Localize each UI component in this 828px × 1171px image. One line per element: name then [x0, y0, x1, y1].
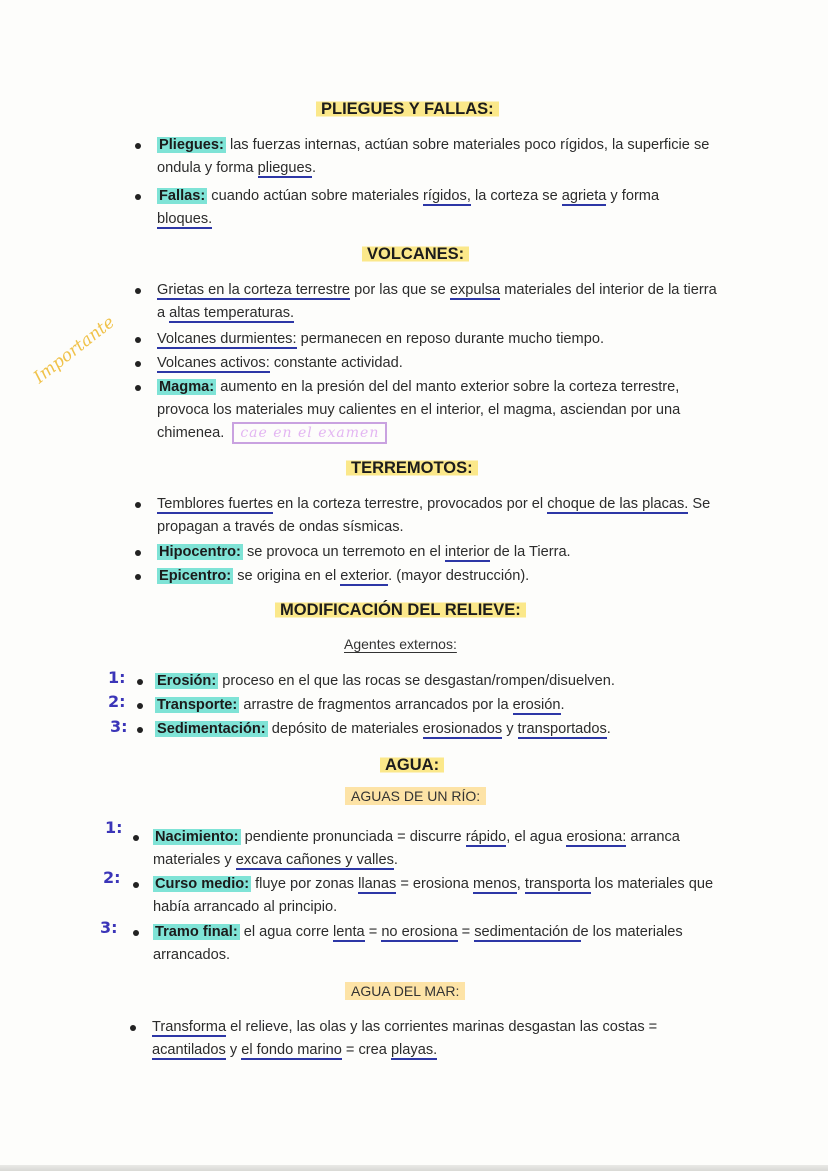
term: Tramo final:: [155, 924, 238, 940]
bullet-dot: [135, 361, 141, 367]
underlined-text: erosión: [512, 697, 561, 713]
text: depósito de materiales: [267, 721, 423, 737]
list-item: [157, 279, 717, 325]
underlined-text: interior: [444, 544, 490, 560]
underlined-text: pliegues: [257, 160, 312, 176]
list-item: [155, 670, 725, 693]
bullet-dot: [135, 288, 141, 294]
underlined-text: Grietas en la corteza terrestre: [157, 282, 351, 298]
text: proceso en el que las rocas se desgastan/rompen/disuelven.: [218, 673, 615, 689]
underlined-text: exterior: [340, 568, 389, 584]
bullet-dot: [135, 337, 141, 343]
term: Sedimentación:: [157, 721, 266, 737]
section-title-volcanes: VOLCANES:: [362, 245, 469, 264]
underlined-text: el fondo marino: [241, 1042, 342, 1058]
underlined-text: transportados: [517, 721, 607, 737]
section-title-relieve: MODIFICACIÓN DEL RELIEVE:: [275, 601, 526, 620]
text: , el agua: [506, 829, 567, 845]
bullet-dot: [133, 882, 139, 888]
item-number: 2:: [108, 692, 126, 711]
term: Fallas:: [159, 188, 206, 204]
list-item: [153, 826, 723, 872]
underlined-text: llanas: [358, 876, 397, 892]
text: .: [311, 160, 317, 176]
list-item: [157, 185, 717, 231]
text: fluye por zonas: [251, 876, 359, 892]
bullet-dot: [137, 703, 143, 709]
term: Magma:: [159, 379, 215, 395]
term: Pliegues:: [159, 137, 224, 153]
underlined-text: playas.: [390, 1042, 438, 1058]
bullet-dot: [135, 143, 141, 149]
text: y: [225, 1042, 242, 1058]
underlined-text: altas temperaturas.: [169, 305, 295, 321]
text: se provoca un terremoto en el: [242, 544, 445, 560]
text: el agua corre: [239, 924, 334, 940]
bullet-dot: [137, 679, 143, 685]
underlined-text: expulsa: [449, 282, 501, 298]
text: se origina en el: [233, 568, 341, 584]
list-item: [155, 718, 725, 741]
section-title-agua: AGUA:: [380, 756, 444, 775]
item-number: 2:: [103, 868, 121, 887]
text: ,: [516, 876, 525, 892]
list-item: [155, 694, 725, 717]
text: permanecen en reposo durante mucho tiempo.: [296, 331, 604, 347]
text: y forma: [606, 188, 660, 204]
margin-note-importante: Importante: [30, 312, 119, 388]
underlined-text: erosiona:: [566, 829, 627, 845]
text: .: [393, 852, 398, 868]
bullet-dot: [135, 194, 141, 200]
subtitle-rio: AGUAS DE UN RÍO:: [345, 788, 486, 804]
bullet-dot: [135, 502, 141, 508]
text: = crea: [341, 1042, 391, 1058]
text: por las que se: [350, 282, 450, 298]
list-item: [153, 873, 723, 919]
text: constante actividad.: [269, 355, 403, 371]
underlined-text: excava cañones y valles: [235, 852, 394, 868]
underlined-text: rígidos,: [423, 188, 471, 204]
text: los materiales que había arrancado al principio.: [153, 876, 714, 915]
bullet-dot: [135, 550, 141, 556]
section-title-pliegues: PLIEGUES Y FALLAS:: [316, 100, 499, 119]
subtitle-agentes: Agentes externos:: [344, 636, 457, 652]
handwritten-note: cae en el examen: [232, 422, 387, 444]
term: Nacimiento:: [155, 829, 239, 845]
text: .: [606, 721, 611, 737]
bullet-dot: [135, 574, 141, 580]
text: pendiente pronunciada = discurre: [240, 829, 466, 845]
subtitle-mar: AGUA DEL MAR:: [345, 983, 465, 999]
underlined-text: transporta: [524, 876, 591, 892]
underlined-text: Transforma: [152, 1019, 227, 1035]
underlined-text: choque de las placas.: [547, 496, 689, 512]
text: . (mayor destrucción).: [388, 568, 530, 584]
term: Epicentro:: [159, 568, 232, 584]
list-item: [157, 565, 717, 588]
page-edge: [0, 1165, 828, 1171]
text: de la Tierra.: [489, 544, 571, 560]
text: arranca materiales y: [153, 829, 680, 868]
text: el relieve, las olas y las corrientes marinas desgastan las costas =: [226, 1019, 658, 1035]
bullet-dot: [133, 835, 139, 841]
text: las fuerzas internas, actúan sobre materiales poco rígidos, la superficie se ondula y forma: [157, 137, 710, 176]
list-item: [152, 1016, 712, 1062]
term: Erosión:: [157, 673, 217, 689]
bullet-dot: [137, 727, 143, 733]
text: y: [502, 721, 518, 737]
underlined-text: Temblores fuertes: [157, 496, 273, 512]
text: arrastre de fragmentos arrancados por la: [239, 697, 513, 713]
list-item: [157, 134, 717, 180]
text: cuando actúan sobre materiales: [207, 188, 424, 204]
bullet-dot: [130, 1025, 136, 1031]
list-item: [157, 376, 717, 445]
section-title-terremotos: TERREMOTOS:: [346, 459, 478, 478]
text: e los materiales arrancados.: [153, 924, 683, 963]
item-number: 3:: [100, 918, 118, 937]
item-number: 3:: [110, 717, 128, 736]
bullet-dot: [133, 930, 139, 936]
underlined-text: no erosiona: [381, 924, 458, 940]
text: = erosiona: [396, 876, 473, 892]
list-item: [157, 493, 722, 539]
item-number: 1:: [105, 818, 123, 837]
text: =: [457, 924, 475, 940]
text: en la corteza terrestre, provocados por el: [273, 496, 548, 512]
term: Curso medio:: [155, 876, 250, 892]
underlined-text: Volcanes durmientes:: [157, 331, 297, 347]
text: Se propagan a través de ondas sísmicas.: [157, 496, 711, 535]
underlined-text: acantilados: [152, 1042, 226, 1058]
underlined-text: lenta: [333, 924, 365, 940]
term: Hipocentro:: [159, 544, 241, 560]
underlined-text: agrieta: [561, 188, 607, 204]
underlined-text: rápido: [465, 829, 507, 845]
underlined-text: menos: [472, 876, 517, 892]
list-item: [153, 921, 723, 967]
list-item: [157, 352, 717, 375]
text: materiales del interior de la tierra a: [157, 282, 717, 321]
list-item: [157, 541, 717, 564]
text: aumento en la presión del del manto exterior sobre la corteza terrestre, provoca los materiales muy calientes en el interior, el magma, asciendan por una chimenea.: [157, 379, 681, 441]
text: .: [560, 697, 565, 713]
bullet-dot: [135, 385, 141, 391]
underlined-text: erosionados: [422, 721, 503, 737]
underlined-text: sedimentación d: [474, 924, 581, 940]
underlined-text: bloques.: [157, 211, 213, 227]
term: Transporte:: [157, 697, 238, 713]
text: =: [364, 924, 382, 940]
list-item: [157, 328, 717, 351]
underlined-text: Volcanes activos:: [157, 355, 270, 371]
text: la corteza se: [470, 188, 562, 204]
item-number: 1:: [108, 668, 126, 687]
